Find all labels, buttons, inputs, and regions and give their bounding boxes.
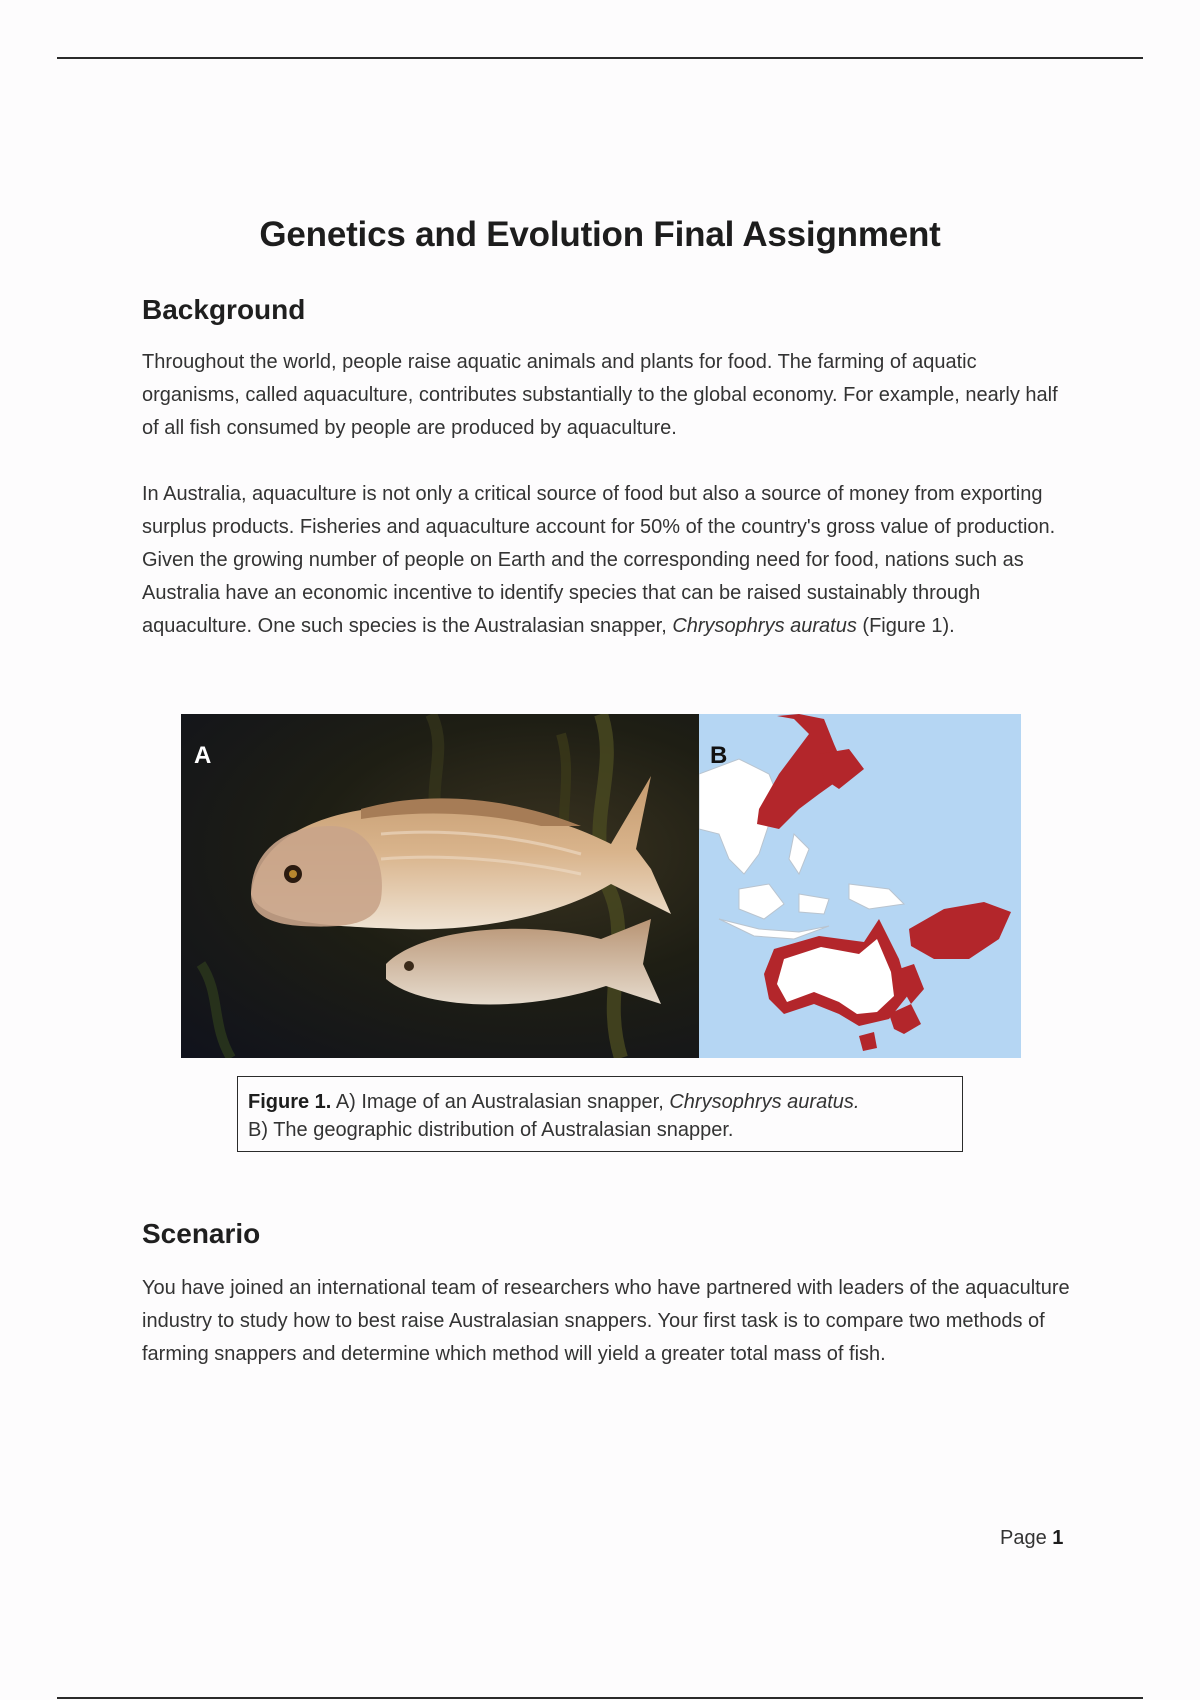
distribution-map-illustration (699, 714, 1021, 1058)
paragraph-2-text: In Australia, aquaculture is not only a critical source of food but also a source of money from exporting surplus products. Fisheries and aquaculture account for 50% of the country's gross value of production. Given the growing number of people on Earth and the corresponding need for food, nations such as Australia have an economic incentive to identify species that can be raised sustainably through aquaculture. One such species is the Australasian snapper, (142, 483, 1056, 637)
background-heading: Background (142, 294, 306, 325)
panel-b-label: B (710, 742, 728, 769)
snapper-photo (181, 714, 699, 1058)
caption-label: Figure 1. (248, 1091, 332, 1113)
caption-species: Chrysophrys auratus. (669, 1091, 860, 1113)
background-paragraph-2 (142, 478, 1072, 643)
distribution-map (699, 714, 1021, 1058)
background-paragraph-1: Throughout the world, people raise aquatic animals and plants for food. The farming of aquatic organisms, called aquaculture, contributes substantially to the global economy. For example, nearly half of all fish consumed by people are produced by aquaculture. (142, 351, 1058, 439)
scenario-paragraph: You have joined an international team of researchers who have partnered with leaders of the aquaculture industry to study how to best raise Australasian snappers. Your first task is to compare two methods of farming snappers and determine which method will yield a greater total mass of fish. (142, 1277, 1070, 1365)
page-label: Page (1000, 1527, 1047, 1549)
page-number-value: 1 (1052, 1527, 1064, 1549)
top-rule (57, 57, 1143, 59)
species-name: Chrysophrys auratus (672, 615, 857, 637)
paragraph-2-end: (Figure 1). (856, 615, 955, 637)
caption-part-b: B) The geographic distribution of Australasian snapper. (248, 1119, 734, 1141)
scenario-heading: Scenario (142, 1218, 261, 1249)
document-title: Genetics and Evolution Final Assignment (259, 215, 941, 254)
caption-part-a: A) Image of an Australasian snapper, (331, 1091, 670, 1113)
snapper-illustration (181, 714, 699, 1058)
bottom-rule (57, 1697, 1143, 1699)
page-number (1000, 1527, 1063, 1550)
panel-a-label: A (194, 742, 212, 769)
figure-1 (181, 714, 1021, 1058)
figure-caption (237, 1076, 963, 1152)
